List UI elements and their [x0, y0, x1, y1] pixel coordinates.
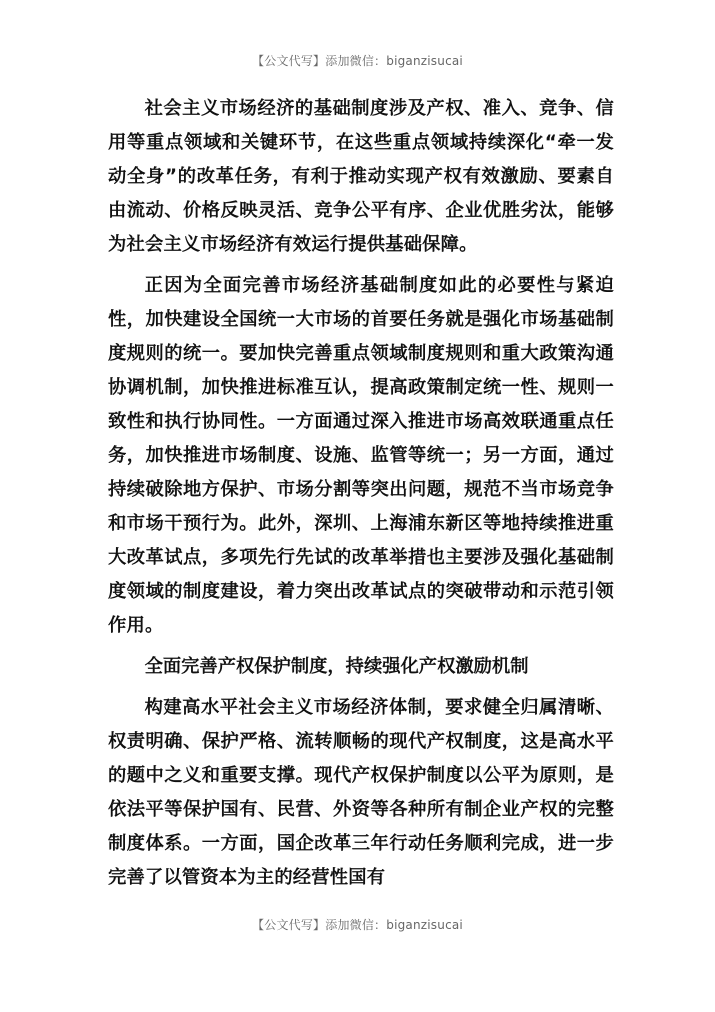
paragraph-spacer — [108, 262, 614, 269]
paragraph-1: 社会主义市场经济的基础制度涉及产权、准入、竞争、信用等重点领域和关键环节，在这些重点领域持续深化“牵一发动全身”的改革任务，有利于推动实现产权有效激励、要素自由流动、价格反映灵活、竞争公平有序、企业优胜劣汰，能够为社会主义市场经济有效运行提供基础保障。 — [108, 98, 614, 255]
paragraph-spacer — [108, 643, 614, 650]
header-watermark: 【公文代写】添加微信：biganzisucai — [252, 54, 463, 68]
footer-watermark: 【公文代写】添加微信：biganzisucai — [252, 918, 463, 932]
document-body — [108, 92, 614, 895]
paragraph-3: 构建高水平社会主义市场经济体制，要求健全归属清晰、权责明确、保护严格、流转顺畅的现代产权制度，这是高水平的题中之义和重要支撑。现代产权保护制度以公平为原则，是依法平等保护国有、民营、外资等各种所有制企业产权的完整制度体系。一方面，国企改革三年行动任务顺利完成，进一步完善了以管资本为主的经营性国有 — [108, 697, 614, 888]
paragraph-spacer — [108, 684, 614, 691]
section-heading: 全面完善产权保护制度，持续强化产权激励机制 — [144, 656, 529, 677]
paragraph-2: 正因为全面完善市场经济基础制度如此的必要性与紧迫性，加快建设全国统一大市场的首要任务就是强化市场基础制度规则的统一。要加快完善重点领域制度规则和重大政策沟通协调机制，加快推进标准互认，提高政策制定统一性、规则一致性和执行协同性。一方面通过深入推进市场高效联通重点任务，加快推进市场制度、设施、监管等统一；另一方面，通过持续破除地方保护、市场分割等突出问题，规范不当市场竞争和市场干预行为。此外，深圳、上海浦东新区等地持续推进重大改革试点，多项先行先试的改革举措也主要涉及强化基础制度领域的制度建设，着力突出改革试点的突破带动和示范引领作用。 — [108, 275, 614, 636]
